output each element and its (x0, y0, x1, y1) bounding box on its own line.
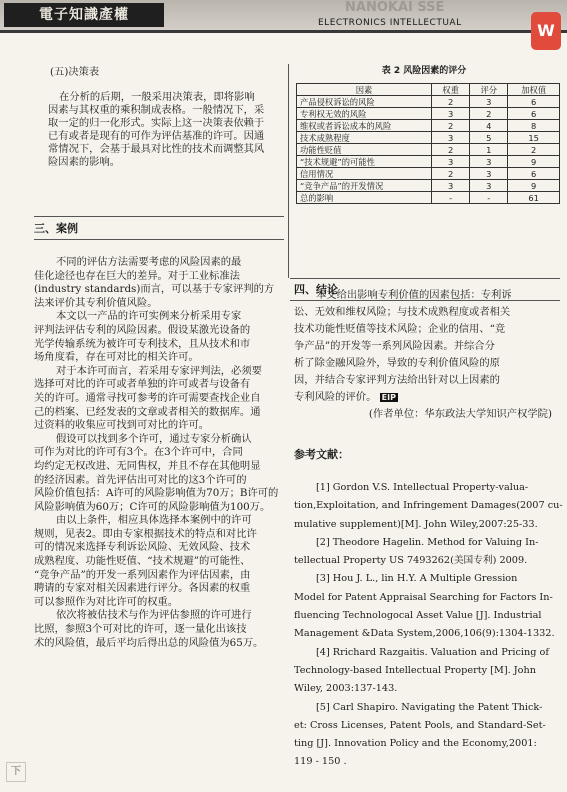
value-cell: 9 (508, 180, 560, 192)
factor-cell: 功能性贬值 (297, 144, 432, 156)
factor-cell: 总的影响 (297, 192, 432, 204)
table-caption: 表 2 风险因素的评分 (381, 66, 467, 76)
reference-item: [1] Gordon V.S. Intellectual Property-valua- (316, 482, 529, 493)
subsection-heading: (五)决策表 (50, 66, 100, 78)
value-cell: 2 (432, 120, 470, 132)
value-cell: 61 (508, 192, 560, 204)
value-cell: - (432, 192, 470, 204)
reference-item: [2] Theodore Hagelin. Method for Valuing In- (316, 536, 539, 548)
value-cell: 1 (470, 144, 508, 156)
table-row (297, 96, 560, 108)
value-cell: 3 (470, 156, 508, 168)
factor-cell: 维权或者诉讼成本的风险 (297, 120, 432, 132)
factor-cell: 技术成熟程度 (297, 132, 432, 144)
conclusion-last-line: 专利风险的评价。 (294, 391, 377, 403)
table-row (297, 180, 560, 192)
value-cell: 6 (508, 168, 560, 180)
value-cell: 3 (432, 156, 470, 168)
value-cell: 8 (508, 120, 560, 132)
author-unit: (作者单位：华东政法大学知识产权学院) (368, 408, 552, 420)
conclusion-body: 本文给出影响专利价值的因素包括：专利诉 讼、无效和维权风险；与技术成熟程度或者相关 技术功能性贬值等技术风险；企业的信用、“竞 争产品”的开发等一系列风险因素。并综合分 析了除金融风险外，导致的专利价值风险的原 因，并结合专家评判方法给出针对以上因素的 专利风险的评价。 EIP (作者单位：华东政法大学知识产权学院) (294, 287, 556, 423)
table-row (297, 132, 560, 144)
value-cell: 6 (508, 108, 560, 120)
journal-name: ELECTRONICS INTELLECTUAL (318, 18, 462, 28)
value-cell: 3 (432, 132, 470, 144)
risk-factor-table (296, 83, 560, 204)
paragraph-case: 不同的评估方法需要考虑的风险因素的最 佳化途径也存在巨大的差异。对于工业标准法 (industry standards)而言，可以基于专家评判的方 法来评价其专利价值风险。 本文以一产品的许可实例来分析采用专家 评判法评估专利的风险因素。假设某激光设备的 光学传输系统为被许可专利技术，且从技术和市 场角度看，存在可对比的相关许可。 对于本许可而言，若采用专家评判法，必须要 选择可对比的许可或者单独的许可或者与设备有 关的许可。通常寻找可参考的许可需要查找企业自 己的档案、已经发表的文章或者相关的数据库。通 过资料的收集应可找到可对比的许可。 假设可以找到多个许可，通过专家分析确认 可作为对比的许可有3个。在3个许可中，合同 均约定无权改进、无同售权，并且不存在其他明显 的经济因素。首先评估出可对比的这3个许可的 风险价值包括：A许可的风险影响值为70万；B许可的 风险影响值为60万；C许可的风险影响值为100万。 由以上条件，相应具体选择本案例中的许可 规则，见表2。即由专家根据技术的特点和对比许 可的情况来选择专利诉讼风险、无效风险、技术 成熟程度、功能性贬值、“技术规避”的可能性、 “竞争产品”的开发一系列因素作为评估因素，由 聘请的专家对相关因素进行评分。各因素的权重 可以参照作为对比许可的权重。 依次将被估技术与作为评估参照的许可进行 比照，参照3个可对比的许可，逐一量化出该技 术的风险值，最后平均后得出总的风险值为65万。 (34, 256, 279, 649)
reference-item: [4] Rrichard Razgaitis. Valuation and Pricing of (316, 646, 549, 658)
watermark: NANOKAI SSE (345, 0, 445, 15)
column-header: 加权值 (508, 84, 560, 96)
value-cell: 2 (432, 168, 470, 180)
column-header: 权重 (432, 84, 470, 96)
factor-cell: 专利权无效的风险 (297, 108, 432, 120)
factor-cell: “竞争产品”的开发情况 (297, 180, 432, 192)
factor-cell: 信用情况 (297, 168, 432, 180)
page-corner-mark: 下 (6, 762, 26, 782)
value-cell: 3 (470, 180, 508, 192)
paragraph-decision-table: 在分析的后期，一般采用决策表，即将影响 因素与其权重的乘积制成表格。一般情况下，采 取一定的归一化形式。实际上这一决策表依赖于 已有或者是现有的可作为评估基准的许可。因通 常情况下，会基于最具对比性的技术而调整其风 险因素的影响。 (48, 91, 265, 168)
value-cell: 2 (432, 144, 470, 156)
value-cell: 15 (508, 132, 560, 144)
section4-heading: 四、结论 (294, 283, 338, 296)
column-divider (288, 64, 289, 278)
table-row (297, 192, 560, 204)
value-cell: 9 (508, 156, 560, 168)
eip-end-mark: EIP (381, 393, 396, 402)
table-row (297, 144, 560, 156)
table-row (297, 168, 560, 180)
app-badge-icon[interactable]: W (531, 12, 561, 50)
references-heading: 参考文献： (294, 448, 349, 461)
table-row (297, 108, 560, 120)
column-header: 评分 (470, 84, 508, 96)
journal-masthead-logo: 電子知識產權 (4, 3, 164, 27)
value-cell: 2 (432, 96, 470, 108)
reference-item: [3] Hou J. L., lin H.Y. A Multiple Gression (316, 573, 518, 585)
section-rule-top (290, 278, 560, 279)
value-cell: 2 (508, 144, 560, 156)
value-cell: 3 (470, 96, 508, 108)
references-list: [1] Gordon V.S. Intellectual Property-valua- tion,Exploitation, and Infringement Damages(2007 cu- mulative supplement)[M]. John Wiley,2007:25-33. [2] Theodore Hagelin. Method for Valuing In- tellectual Property US 7493262(美国专利) 2009. [3] Hou J. L., lin H.Y. A Multiple Gression Model for Patent Appraisal Searching for Factors In- fluencing Technologocal Asset Value [J]. Industrial Management &Data System,2006,106(9):1304-1332. [4] Rrichard Razgaitis. Valuation and Pricing of Technology-based Intellectual Property [M]. John Wiley, 2003:137-143. [5] Carl Shapiro. Navigating the Patent Thick- et: Cross Licenses, Patent Pools, and Standard-Set- ting [J]. Innovation Policy and the Economy,2001: 119 - 150 . (294, 479, 556, 772)
column-header: 因素 (297, 84, 432, 96)
value-cell: 2 (470, 108, 508, 120)
header-rule (0, 30, 567, 33)
value-cell: 3 (470, 168, 508, 180)
factor-cell: 产品侵权诉讼的风险 (297, 96, 432, 108)
table-header-row (297, 84, 560, 96)
value-cell: 5 (470, 132, 508, 144)
factor-cell: “技术规避”的可能性 (297, 156, 432, 168)
table-row (297, 120, 560, 132)
table-row (297, 156, 560, 168)
value-cell: - (470, 192, 508, 204)
section-rule-top (34, 216, 284, 217)
reference-item: [5] Carl Shapiro. Navigating the Patent Thick- (316, 701, 543, 713)
value-cell: 6 (508, 96, 560, 108)
value-cell: 3 (432, 108, 470, 120)
section3-heading: 三、案例 (34, 222, 78, 235)
section-rule-bottom (34, 239, 284, 240)
value-cell: 3 (432, 180, 470, 192)
value-cell: 4 (470, 120, 508, 132)
